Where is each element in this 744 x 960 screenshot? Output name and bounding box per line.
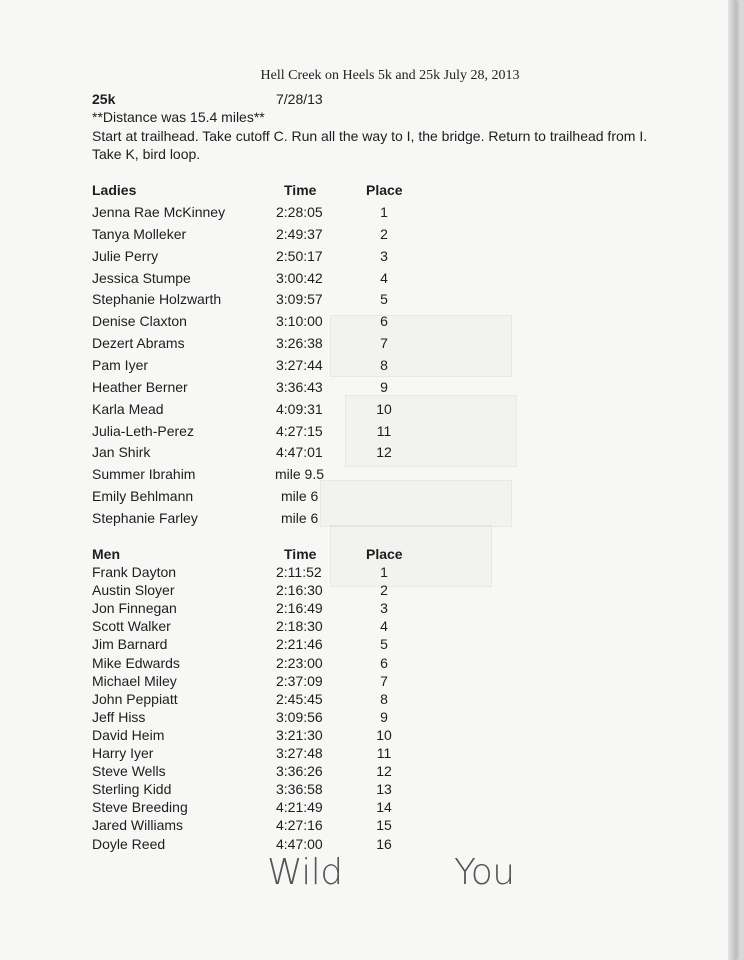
finish-time: 2:16:30 <box>276 582 323 599</box>
result-row <box>0 763 736 781</box>
runner-name: Pam Iyer <box>92 356 149 373</box>
finish-place: 4 <box>380 269 388 286</box>
result-row <box>0 691 736 709</box>
finish-place: 10 <box>376 726 392 743</box>
result-row <box>0 379 736 397</box>
result-row <box>0 655 736 673</box>
runner-name: David Heim <box>92 726 165 743</box>
finish-time: 4:09:31 <box>276 400 323 417</box>
result-row <box>0 781 736 799</box>
runner-name: Michael Miley <box>92 672 177 689</box>
result-row <box>0 709 736 727</box>
runner-name: Frank Dayton <box>92 564 177 580</box>
result-row <box>0 248 736 266</box>
finish-time: 2:16:49 <box>276 600 323 617</box>
result-row <box>0 727 736 745</box>
result-row <box>0 510 736 528</box>
result-row <box>0 335 736 353</box>
finish-time: 2:11:52 <box>276 564 322 580</box>
finish-place: 12 <box>376 444 392 461</box>
race-date: 7/28/13 <box>276 91 323 107</box>
runner-name: Jenna Rae McKinney <box>92 204 226 220</box>
runner-name: Jon Finnegan <box>92 600 177 617</box>
result-row <box>0 745 736 763</box>
ladies-time-heading: Time <box>284 182 317 198</box>
footer-word-left: Wild <box>267 852 343 893</box>
finish-place: 2 <box>380 225 388 242</box>
result-row <box>0 673 736 691</box>
men-place-heading: Place <box>366 546 403 562</box>
finish-time: 2:37:09 <box>276 672 323 689</box>
result-row <box>0 488 736 506</box>
result-row <box>0 270 736 288</box>
finish-place: 3 <box>380 600 388 617</box>
finish-time: 2:49:37 <box>276 225 323 242</box>
result-row <box>0 444 736 462</box>
result-row <box>0 636 736 654</box>
runner-name: Heather Berner <box>92 378 188 395</box>
runner-name: Emily Behlmann <box>92 488 194 505</box>
finish-place: 7 <box>380 335 388 352</box>
result-row <box>0 600 736 618</box>
finish-place: 1 <box>380 204 388 220</box>
finish-time: 3:21:30 <box>276 726 323 743</box>
finish-place: 8 <box>380 690 388 707</box>
finish-time: 3:36:26 <box>276 763 323 780</box>
finish-time: 3:36:58 <box>276 781 323 798</box>
race-label: 25k <box>92 91 116 107</box>
finish-time: 2:45:45 <box>276 690 323 707</box>
runner-name: Julie Perry <box>92 247 159 264</box>
finish-place: 9 <box>380 378 388 395</box>
result-row <box>0 799 736 817</box>
finish-time: 4:21:49 <box>276 799 323 816</box>
result-row <box>0 423 736 441</box>
runner-name: Austin Sloyer <box>92 582 175 599</box>
finish-place: 6 <box>380 654 388 671</box>
finish-time: 4:27:16 <box>276 817 323 834</box>
runner-name: Jared Williams <box>92 817 184 834</box>
ladies-heading: Ladies <box>92 182 137 198</box>
finish-place: 13 <box>376 781 392 798</box>
runner-name: Harry Iyer <box>92 745 154 761</box>
runner-name: Jan Shirk <box>92 444 151 461</box>
finish-place: 14 <box>376 799 392 816</box>
finish-place: 7 <box>380 672 388 689</box>
runner-name: Sterling Kidd <box>92 781 172 798</box>
finish-time: 3:27:44 <box>276 356 323 373</box>
runner-name: Denise Claxton <box>92 313 187 330</box>
runner-name: Karla Mead <box>92 400 164 417</box>
finish-time: 3:27:48 <box>276 745 323 761</box>
men-time-heading: Time <box>284 546 317 562</box>
runner-name: Dezert Abrams <box>92 335 185 352</box>
finish-place: 10 <box>376 400 392 417</box>
finish-time: 3:26:38 <box>276 335 323 352</box>
result-row <box>0 564 736 582</box>
finish-place: 5 <box>380 291 388 308</box>
finish-place: 5 <box>380 636 388 653</box>
finish-time: 2:21:46 <box>276 636 323 653</box>
finish-place: 4 <box>380 618 388 635</box>
runner-name: Steve Breeding <box>92 799 188 816</box>
runner-name: Summer Ibrahim <box>92 466 196 483</box>
runner-name: Steve Wells <box>92 763 166 780</box>
distance-note: **Distance was 15.4 miles** <box>92 109 265 125</box>
runner-name: Stephanie Farley <box>92 509 198 526</box>
runner-name: Mike Edwards <box>92 654 180 671</box>
result-row <box>0 466 736 484</box>
course-description <box>92 127 692 163</box>
result-row <box>0 618 736 636</box>
finish-time: 4:47:00 <box>276 835 323 852</box>
finish-time: 4:27:15 <box>276 422 323 439</box>
finish-time: 3:36:43 <box>276 378 323 395</box>
runner-name: Doyle Reed <box>92 835 166 852</box>
result-row <box>0 817 736 835</box>
result-row <box>0 582 736 600</box>
result-row <box>0 313 736 331</box>
ladies-place-heading: Place <box>366 182 403 198</box>
runner-name: Jim Barnard <box>92 636 168 653</box>
finish-time: 3:09:57 <box>276 291 323 308</box>
course-description-line: Take K, bird loop. <box>92 146 201 162</box>
finish-place: 3 <box>380 247 388 264</box>
runner-name: Julia-Leth-Perez <box>92 422 194 439</box>
finish-place: 8 <box>380 356 388 373</box>
document-title: Hell Creek on Heels 5k and 25k July 28, 2013 <box>260 68 520 83</box>
men-heading: Men <box>92 546 120 562</box>
finish-time: 3:10:00 <box>276 313 323 330</box>
course-description-line: Start at trailhead. Take cutoff C. Run all the way to I, the bridge. Return to trailhead from I. <box>92 128 648 144</box>
finish-place: 15 <box>376 817 392 834</box>
finish-place: 9 <box>380 708 388 725</box>
runner-name: Jeff Hiss <box>92 708 146 725</box>
finish-time: mile 6 <box>281 509 319 526</box>
finish-time: 3:00:42 <box>276 269 323 286</box>
finish-place: 2 <box>380 582 388 599</box>
runner-name: John Peppiatt <box>92 690 178 707</box>
runner-name: Tanya Molleker <box>92 225 187 242</box>
finish-time: 2:50:17 <box>276 247 323 264</box>
finish-time: 3:09:56 <box>276 708 323 725</box>
result-row <box>0 291 736 309</box>
finish-place: 1 <box>380 564 388 580</box>
finish-time: 2:23:00 <box>276 654 323 671</box>
finish-place: 11 <box>376 745 392 761</box>
result-row <box>0 226 736 244</box>
finish-place: 11 <box>376 422 392 439</box>
runner-name: Scott Walker <box>92 618 171 635</box>
finish-time: 2:18:30 <box>276 618 323 635</box>
finish-time: mile 6 <box>281 488 319 505</box>
runner-name: Jessica Stumpe <box>92 269 191 286</box>
runner-name: Stephanie Holzwarth <box>92 291 222 308</box>
finish-place: 6 <box>380 313 388 330</box>
finish-time: 4:47:01 <box>276 444 323 461</box>
finish-place: 16 <box>376 835 392 852</box>
result-row <box>0 357 736 375</box>
finish-time: mile 9.5 <box>275 466 325 483</box>
result-row <box>0 401 736 419</box>
footer-word-right: You <box>454 852 515 893</box>
finish-place: 12 <box>376 763 392 780</box>
result-row <box>0 836 736 854</box>
result-row <box>0 204 736 222</box>
finish-time: 2:28:05 <box>276 204 323 220</box>
